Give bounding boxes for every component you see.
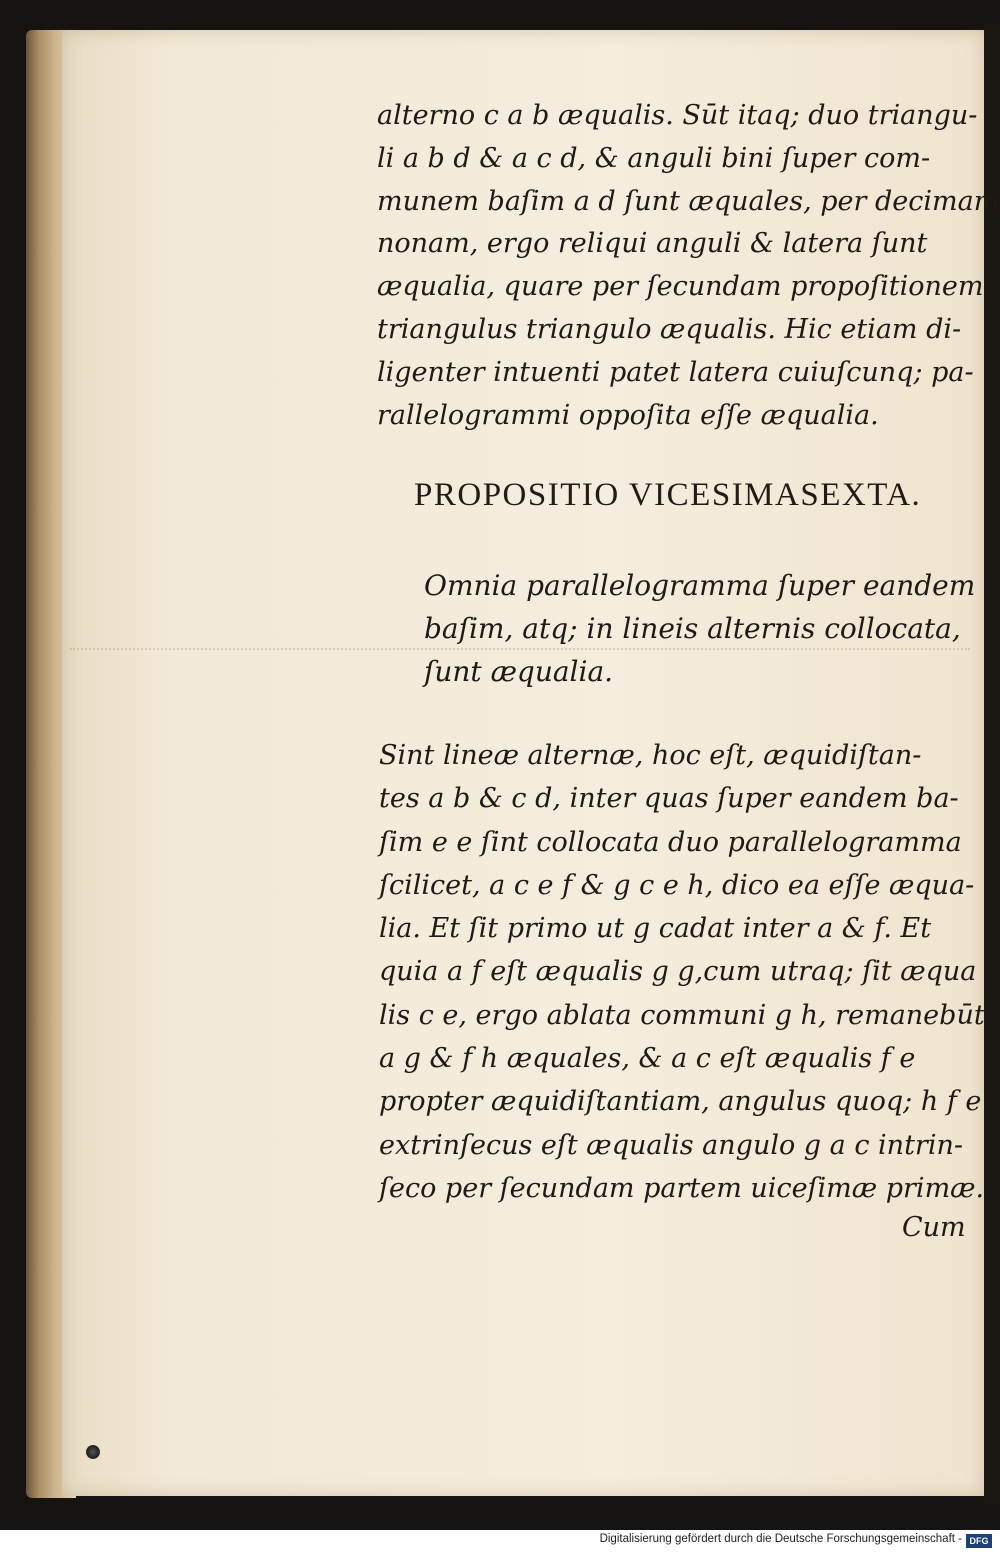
text-line: propter æquidiſtantiam, angulus quoq; h f e [379,1086,982,1118]
text-line: triangulus triangulo æqualis. Hic etiam di- [377,313,962,345]
text-line: baſim, atq; in lineis alternis collocata, [424,612,961,645]
text-line: munem baſim a d ſunt æquales, per decimam [377,185,1000,217]
text-line: Omnia parallelogramma ſuper eandem [424,569,976,602]
catchword: Cum [902,1212,966,1243]
text-line: ligenter intuenti patet latera cuiuſcunq; pa- [377,356,974,388]
page-ornament-dot [86,1445,100,1459]
text-line: ſeco per ſecundam partem uiceſimæ primæ. [379,1172,985,1204]
text-line: ſunt æqualia. [424,655,614,688]
text-line: nonam, ergo reliqui anguli & latera ſunt [377,228,928,260]
text-line: li a b d & a c d, & anguli bini ſuper com- [377,142,931,174]
text-line: lis c e, ergo ablata communi g h, remanebūt [379,999,985,1031]
dfg-logo-icon: DFG [966,1534,992,1548]
text-line: lia. Et ſit primo ut g cadat inter a & f. Et [379,913,932,945]
proposition-heading: PROPOSITIO VICESIMASEXTA. [414,477,922,513]
text-line: a g & f h æquales, & a c eſt æqualis f e [379,1043,916,1075]
text-line: Sint lineæ alternæ, hoc eſt, æquidiſtan- [379,740,922,771]
footer-credit: Digitalisierung gefördert durch die Deutsche Forschungsgemeinschaft - [599,1533,962,1545]
text-line: æqualia, quare per ſecundam propoſitionem [377,271,984,303]
text-line: rallelogrammi oppoſita eſſe æqualia. [377,399,879,431]
proposition-proof [379,734,994,1210]
paragraph-continuation [377,95,999,437]
text-line: tes a b & c d, inter quas ſuper eandem ba- [379,783,959,815]
text-line: extrinſecus eſt æqualis angulo g a c intrin- [379,1129,963,1161]
proposition-statement [424,564,975,693]
text-line: ſcilicet, a c e f & g c e h, dico ea eſſe æqua- [379,869,975,901]
text-line: ſim e e ſint collocata duo parallelogramma [379,826,962,858]
text-line: alterno c a b æqualis. Sūt itaq; duo triangu- [377,100,978,131]
text-line: quia a f eſt æqualis g g,cum utraq; ſit æqua - [379,956,995,988]
